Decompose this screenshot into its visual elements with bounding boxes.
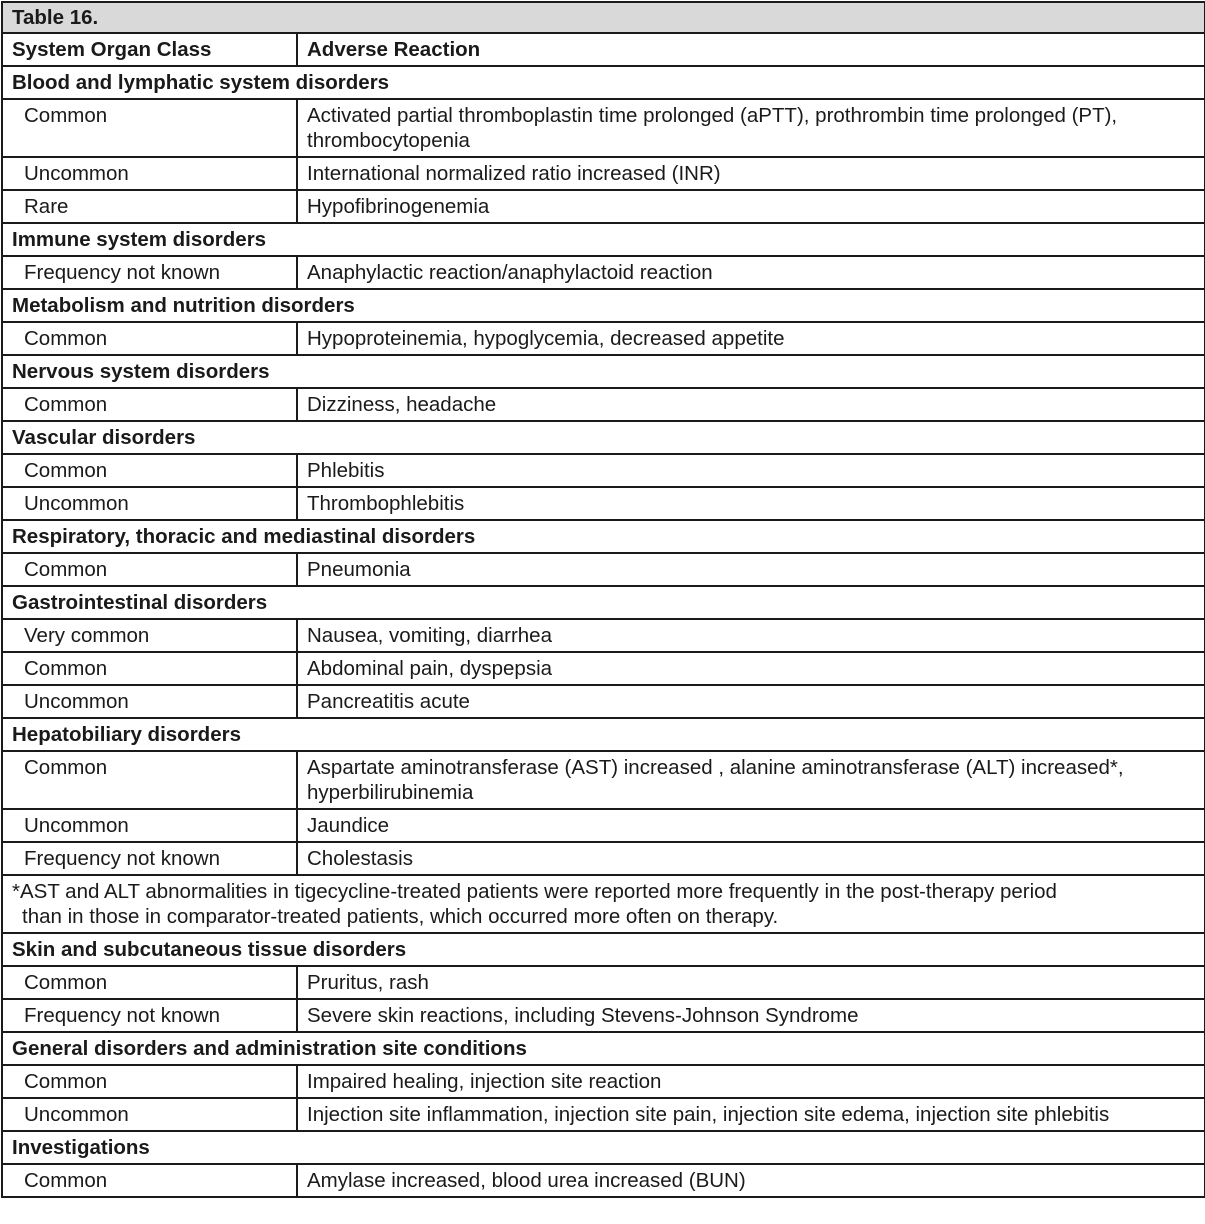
reaction-cell: Hypofibrinogenemia xyxy=(297,190,1205,223)
reaction-cell: Impaired healing, injection site reaction xyxy=(297,1065,1205,1098)
frequency-cell: Common xyxy=(2,322,297,355)
table-row xyxy=(2,157,1205,190)
reaction-cell: Abdominal pain, dyspepsia xyxy=(297,652,1205,685)
footnote-line: *AST and ALT abnormalities in tigecycline-treated patients were reported more frequently in the post-therapy period xyxy=(12,880,1057,903)
soc-row xyxy=(2,586,1205,619)
soc-row xyxy=(2,1032,1205,1065)
soc-row xyxy=(2,66,1205,99)
soc-row xyxy=(2,718,1205,751)
frequency-cell: Common xyxy=(2,1164,297,1197)
system-organ-class: Immune system disorders xyxy=(2,223,1205,256)
table-row xyxy=(2,388,1205,421)
footnote-line: than in those in comparator-treated patients, which occurred more often on therapy. xyxy=(22,905,779,928)
frequency-cell: Common xyxy=(2,966,297,999)
reaction-cell: Phlebitis xyxy=(297,454,1205,487)
system-organ-class: Skin and subcutaneous tissue disorders xyxy=(2,933,1205,966)
table-row xyxy=(2,999,1205,1032)
table-row xyxy=(2,685,1205,718)
system-organ-class: Vascular disorders xyxy=(2,421,1205,454)
reaction-cell: Jaundice xyxy=(297,809,1205,842)
frequency-cell: Frequency not known xyxy=(2,842,297,875)
frequency-cell: Uncommon xyxy=(2,1098,297,1131)
reaction-cell: Cholestasis xyxy=(297,842,1205,875)
frequency-cell: Common xyxy=(2,652,297,685)
system-organ-class: Nervous system disorders xyxy=(2,355,1205,388)
frequency-cell: Common xyxy=(2,553,297,586)
reaction-cell: Thrombophlebitis xyxy=(297,487,1205,520)
table-row xyxy=(2,1164,1205,1197)
table-row xyxy=(2,99,1205,157)
reaction-cell: Pneumonia xyxy=(297,553,1205,586)
frequency-cell: Common xyxy=(2,388,297,421)
table-row xyxy=(2,809,1205,842)
reaction-cell: Activated partial thromboplastin time prolonged (aPTT), prothrombin time prolonged (PT), thrombocytopenia xyxy=(297,99,1205,157)
reaction-cell: Anaphylactic reaction/anaphylactoid reaction xyxy=(297,256,1205,289)
soc-row xyxy=(2,223,1205,256)
soc-row xyxy=(2,421,1205,454)
table-row xyxy=(2,487,1205,520)
system-organ-class: Respiratory, thoracic and mediastinal disorders xyxy=(2,520,1205,553)
frequency-cell: Uncommon xyxy=(2,685,297,718)
reaction-cell: Nausea, vomiting, diarrhea xyxy=(297,619,1205,652)
reaction-cell: Amylase increased, blood urea increased (BUN) xyxy=(297,1164,1205,1197)
frequency-cell: Common xyxy=(2,99,297,157)
frequency-cell: Common xyxy=(2,751,297,809)
footnote-row xyxy=(2,875,1205,933)
system-organ-class: Investigations xyxy=(2,1131,1205,1164)
system-organ-class: Gastrointestinal disorders xyxy=(2,586,1205,619)
reaction-cell: International normalized ratio increased (INR) xyxy=(297,157,1205,190)
frequency-cell: Uncommon xyxy=(2,487,297,520)
reaction-cell: Dizziness, headache xyxy=(297,388,1205,421)
frequency-cell: Uncommon xyxy=(2,809,297,842)
table-row xyxy=(2,966,1205,999)
header-row xyxy=(2,33,1205,66)
soc-row xyxy=(2,520,1205,553)
soc-row xyxy=(2,1131,1205,1164)
table-row xyxy=(2,751,1205,809)
system-organ-class: General disorders and administration site conditions xyxy=(2,1032,1205,1065)
reaction-cell: Hypoproteinemia, hypoglycemia, decreased appetite xyxy=(297,322,1205,355)
footnote xyxy=(2,875,1205,933)
table-row xyxy=(2,553,1205,586)
frequency-cell: Common xyxy=(2,1065,297,1098)
adverse-reactions-table xyxy=(1,1,1205,1198)
frequency-cell: Very common xyxy=(2,619,297,652)
reaction-cell: Injection site inflammation, injection site pain, injection site edema, injection site phlebitis xyxy=(297,1098,1205,1131)
table-row xyxy=(2,322,1205,355)
frequency-cell: Uncommon xyxy=(2,157,297,190)
reaction-cell: Pruritus, rash xyxy=(297,966,1205,999)
table-row xyxy=(2,842,1205,875)
soc-row xyxy=(2,355,1205,388)
system-organ-class: Metabolism and nutrition disorders xyxy=(2,289,1205,322)
column-header-system-organ-class: System Organ Class xyxy=(2,33,297,66)
soc-row xyxy=(2,289,1205,322)
table-caption: Table 16. xyxy=(2,2,1205,33)
system-organ-class: Hepatobiliary disorders xyxy=(2,718,1205,751)
column-header-adverse-reaction: Adverse Reaction xyxy=(297,33,1205,66)
reaction-cell: Aspartate aminotransferase (AST) increased , alanine aminotransferase (ALT) increased*, hyperbilirubinemia xyxy=(297,751,1205,809)
reaction-cell: Pancreatitis acute xyxy=(297,685,1205,718)
table-row xyxy=(2,619,1205,652)
table-row xyxy=(2,256,1205,289)
caption-row xyxy=(2,2,1205,33)
frequency-cell: Rare xyxy=(2,190,297,223)
frequency-cell: Frequency not known xyxy=(2,999,297,1032)
system-organ-class: Blood and lymphatic system disorders xyxy=(2,66,1205,99)
soc-row xyxy=(2,933,1205,966)
frequency-cell: Frequency not known xyxy=(2,256,297,289)
frequency-cell: Common xyxy=(2,454,297,487)
table-row xyxy=(2,1098,1205,1131)
table-row xyxy=(2,454,1205,487)
table-row xyxy=(2,1065,1205,1098)
reaction-cell: Severe skin reactions, including Stevens-Johnson Syndrome xyxy=(297,999,1205,1032)
table-row xyxy=(2,190,1205,223)
table-row xyxy=(2,652,1205,685)
